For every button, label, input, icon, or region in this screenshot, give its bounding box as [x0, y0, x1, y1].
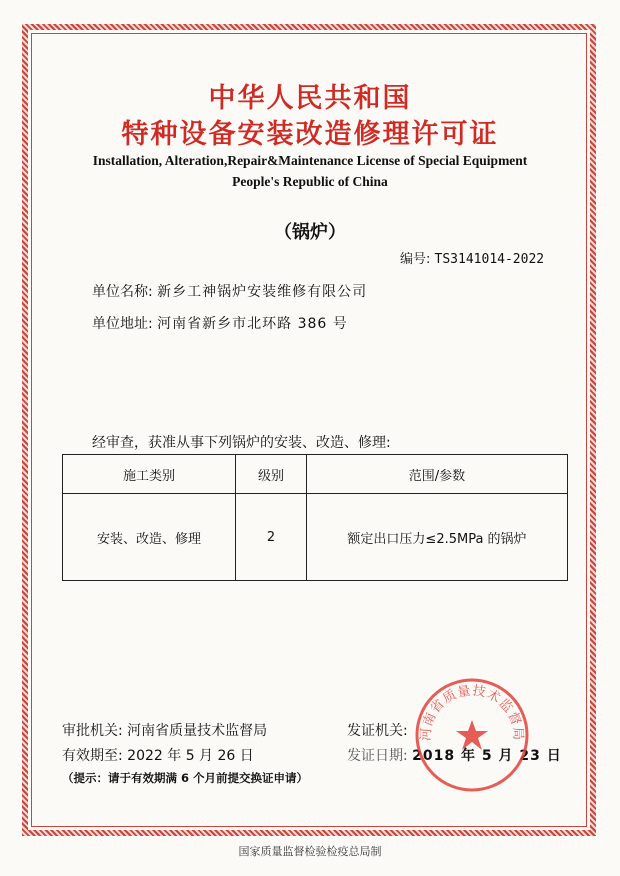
cell-range-params: 额定出口压力≤2.5MPa 的锅炉	[307, 494, 568, 581]
issuing-authority-label: 发证机关:	[347, 723, 408, 739]
header-work-type: 施工类别	[63, 455, 236, 494]
unit-name-row	[92, 281, 367, 301]
unit-name-value: 新乡工神锅炉安装维修有限公司	[157, 284, 368, 300]
scope-intro: 经审查，获准从事下列锅炉的安装、改造、修理:	[92, 435, 391, 451]
unit-address-label: 单位地址:	[92, 316, 153, 332]
title-english-line1: Installation, Alteration,Repair&Maintenance License of Special Equipment	[92, 153, 528, 168]
issuing-authority-row	[347, 720, 408, 740]
issuer-footer: 国家质量监督检验检疫总局制	[238, 845, 382, 858]
renewal-hint: （提示：请于有效期满 6 个月前提交换证申请）	[62, 771, 309, 785]
unit-address-value: 河南省新乡市北环路 386 号	[157, 316, 348, 332]
valid-until-value: 2022 年 5 月 26 日	[127, 748, 254, 764]
table-row	[63, 494, 568, 581]
header-range-params: 范围/参数	[307, 455, 568, 494]
valid-until-row	[62, 745, 254, 765]
unit-name-label: 单位名称:	[92, 284, 153, 300]
equipment-category: （锅炉）	[274, 222, 346, 243]
approval-authority-label: 审批机关:	[62, 723, 123, 739]
issue-date-label: 发证日期:	[347, 748, 408, 764]
valid-until-label: 有效期至:	[62, 748, 123, 764]
title-license: 特种设备安装改造修理许可证	[121, 119, 499, 150]
header-grade: 级别	[236, 455, 307, 494]
approval-authority-value: 河南省质量技术监督局	[127, 723, 268, 739]
unit-address-row	[92, 313, 348, 333]
svg-text:河南省质量技术监督局: 河南省质量技术监督局	[418, 683, 526, 742]
approval-authority-row	[62, 720, 267, 740]
scope-table	[62, 454, 568, 581]
cell-work-type: 安装、改造、修理	[63, 494, 236, 581]
official-seal-icon	[413, 676, 531, 794]
title-country: 中华人民共和国	[208, 83, 412, 114]
title-english-line2: People's Republic of China	[232, 174, 388, 189]
certificate-number-label: 编号:	[400, 252, 431, 267]
issue-date-value: 2018 年 5 月 23 日	[412, 748, 562, 764]
certificate-number	[400, 248, 544, 267]
cell-grade: 2	[236, 494, 307, 581]
scope-header-row	[63, 455, 568, 494]
certificate-number-value: TS3141014-2022	[434, 252, 545, 267]
